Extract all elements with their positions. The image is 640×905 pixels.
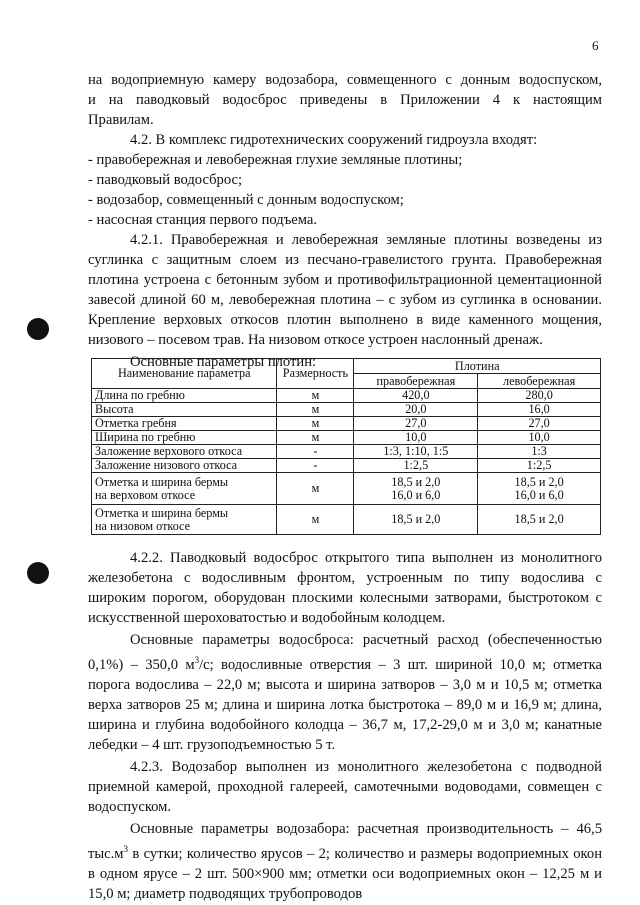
spillway-params-sup: 3	[194, 655, 200, 665]
cell-left: 1:3	[478, 445, 601, 459]
cell-unit: м	[277, 473, 354, 505]
cell-left: 280,0	[478, 389, 601, 403]
cell-value-line: 18,5 и 2,0	[514, 474, 564, 489]
cell-name: Отметка гребня	[92, 417, 277, 431]
cell-unit: м	[277, 505, 354, 535]
cell-name-line: Отметка и ширина бермы	[95, 505, 229, 520]
list-item: - правобережная и левобережная глухие земляные плотины;	[88, 152, 463, 168]
cell-unit: -	[277, 445, 354, 459]
cell-unit: м	[277, 417, 354, 431]
cell-left	[478, 473, 601, 505]
cell-left: 16,0	[478, 403, 601, 417]
cell-name: Ширина по гребню	[92, 431, 277, 445]
cell-name: Заложение низового откоса	[92, 459, 277, 473]
punch-hole-bottom	[27, 562, 49, 584]
cell-name: Длина по гребню	[92, 389, 277, 403]
cell-unit: м	[277, 403, 354, 417]
section-4-2-3-text: 4.2.3. Водозабор выполнен из монолитного железобетона с подводной приемной камерой, проходной галереей, самотечными водоводами, совмещен с водоспуском.	[88, 758, 602, 815]
spillway-params	[88, 630, 602, 755]
intake-params-b: в сутки; количество ярусов – 2; количество и размеры водоприемных окон в одном ярусе – 2 шт. 500×900 мм; отметки оси водоприемных окон – 12,25 м и 15,0 м; диаметр подводящих трубопроводов	[88, 845, 602, 902]
cell-right: 18,5 и 2,0	[354, 505, 478, 535]
table-row	[92, 473, 601, 505]
section-4-2-heading: 4.2. В комплекс гидротехнических сооружений гидроузла входят:	[130, 132, 538, 148]
cell-left: 1:2,5	[478, 459, 601, 473]
section-4-2-2-text: 4.2.2. Паводковый водосброс открытого типа выполнен из монолитного железобетона с водосливным фронтом, устроенным по типу водослива с широким порогом, оборудован плоскими колесными затворами, быстротоком с искусственной шероховатостью и водобойным колодцем.	[88, 550, 602, 626]
header-right-bank: правобережная	[354, 374, 478, 389]
punch-hole-top	[27, 318, 49, 340]
cell-unit: м	[277, 431, 354, 445]
section-4-2-1-text: 4.2.1. Правобережная и левобережная земляные плотины возведены из суглинка с защитным слоем из песчано-гравелистого грунта. Правобережная плотина устроена с бетонным зубом и противофильтрационной цементационной завесой длиной 60 м, левобережная плотина – с зубом из суглинка в основании. Крепление верховых откосов плотин выполнено в виде каменного мощения, низового – посевом трав. На низовом откосе устроен наслонный дренаж.	[88, 232, 602, 348]
list-item: - водозабор, совмещенный с донным водоспуском;	[88, 192, 404, 208]
intake-params-sup: 3	[123, 843, 129, 854]
cell-name: Высота	[92, 403, 277, 417]
cell-right: 10,0	[354, 431, 478, 445]
spillway-params-a: Основные параметры водосброса: расчетный расход (обеспеченностью 0,1%) – 350,0 м	[88, 632, 602, 673]
cell-right: 20,0	[354, 403, 478, 417]
cell-left: 18,5 и 2,0	[478, 505, 601, 535]
intake-params	[88, 819, 602, 904]
table-row	[92, 431, 601, 445]
cell-right: 420,0	[354, 389, 478, 403]
cell-name-line: на верховом откосе	[95, 487, 196, 502]
cell-name	[92, 505, 277, 535]
intro-line: Правилам.	[88, 112, 154, 128]
table-row	[92, 389, 601, 403]
header-param-name: Наименование параметра	[92, 359, 277, 389]
table-row	[92, 445, 601, 459]
cell-unit: м	[277, 389, 354, 403]
cell-value-line: 16,0 и 6,0	[514, 487, 564, 502]
header-unit: Размерность	[277, 359, 354, 389]
cell-right: 1:2,5	[354, 459, 478, 473]
cell-name-line: Отметка и ширина бермы	[95, 474, 229, 489]
cell-right: 1:3, 1:10, 1:5	[354, 445, 478, 459]
spillway-params-b: /с; водосливные отверстия – 3 шт. шириной 10,0 м; отметка порога водослива – 22,0 м; высота и ширина затворов – 3,0 м и 10,5 м; отметка верха затворов 25 м; длина и ширина лотка быстротока – 89,0 м и 16,9 м; длина, ширина и глубина водобойного колодца – 36,7 м, 17,2-29,0 м и 3,0 м; канатные лебедки – 4 шт. грузоподъемностью 5 т.	[88, 656, 602, 753]
cell-left: 27,0	[478, 417, 601, 431]
cell-value-line: 18,5 и 2,0	[391, 474, 441, 489]
cell-value-line: 16,0 и 6,0	[391, 487, 441, 502]
lower-text-block	[88, 548, 602, 904]
list-item: - насосная станция первого подъема.	[88, 212, 317, 228]
header-dam: Плотина	[354, 359, 601, 374]
table-caption: Основные параметры плотин:	[130, 354, 317, 370]
cell-right: 27,0	[354, 417, 478, 431]
cell-name-line: на низовом откосе	[95, 518, 191, 533]
cell-right	[354, 473, 478, 505]
table-row	[92, 505, 601, 535]
page-number: 6	[592, 38, 599, 53]
list-item: - паводковый водосброс;	[88, 172, 243, 188]
table-row	[92, 403, 601, 417]
intro-line: и на паводковый водосброс приведены в Приложении 4 к настоящим	[88, 92, 602, 108]
upper-text-block	[88, 70, 602, 372]
intro-line: на водоприемную камеру водозабора, совмещенного с донным водоспуском,	[88, 72, 602, 88]
cell-left: 10,0	[478, 431, 601, 445]
header-left-bank: левобережная	[478, 374, 601, 389]
cell-name	[92, 473, 277, 505]
table-row	[92, 459, 601, 473]
dam-parameters-table	[91, 358, 601, 535]
cell-unit: -	[277, 459, 354, 473]
intake-params-a: Основные параметры водозабора: расчетная производительность – 46,5 тыс.м	[88, 820, 602, 862]
cell-name: Заложение верхового откоса	[92, 445, 277, 459]
table-row	[92, 417, 601, 431]
